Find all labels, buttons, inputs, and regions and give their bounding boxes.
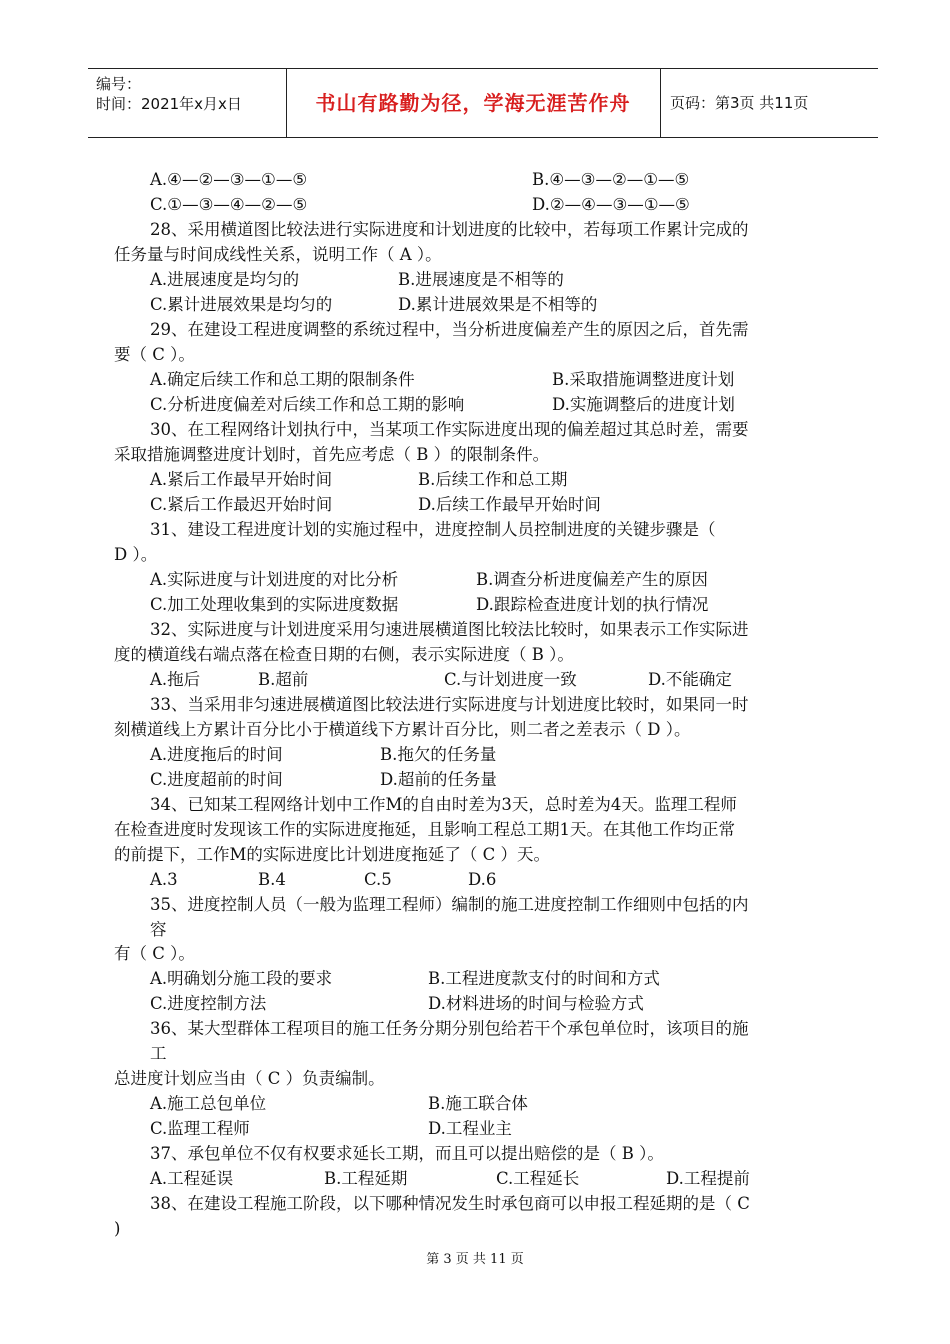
question-text: 工 — [150, 1044, 167, 1063]
code-label: 编号： — [96, 75, 142, 93]
question-continuation: 任务量与时间成线性关系，说明工作（ A ）。 — [114, 245, 442, 264]
question-continuation: 的前提下，工作M的实际进度比计划进度拖延了（ C ）天。 — [114, 845, 551, 864]
question-continuation: 有（ C ）。 — [114, 944, 195, 963]
question-text: 34、已知某工程网络计划中工作M的自由时差为3天，总时差为4天。监理工程师 — [150, 795, 737, 814]
question-continuation: ) — [114, 1219, 121, 1238]
header-page-info: 页码：第3页 共11页 — [670, 94, 809, 112]
answer-option: A.紧后工作最早开始时间 — [150, 470, 333, 489]
answer-option: C.累计进展效果是均匀的 — [150, 295, 333, 314]
answer-option: B.后续工作和总工期 — [418, 470, 568, 489]
answer-option: B.进展速度是不相等的 — [398, 270, 564, 289]
question-text: 35、进度控制人员（一般为监理工程师）编制的施工进度控制工作细则中包括的内 — [150, 895, 749, 914]
question-continuation: 度的横道线右端点落在检查日期的右侧，表示实际进度（ B ）。 — [114, 645, 574, 664]
header-motto: 书山有路勤为径，学海无涯苦作舟 — [286, 69, 661, 137]
answer-option: B.工程延期 — [324, 1169, 408, 1188]
answer-option: A.实际进度与计划进度的对比分析 — [150, 570, 399, 589]
question-text: 38、在建设工程施工阶段，以下哪种情况发生时承包商可以申报工程延期的是（ C — [150, 1194, 750, 1213]
answer-option: A.明确划分施工段的要求 — [150, 969, 333, 988]
answer-option: D.工程提前 — [666, 1169, 750, 1188]
question-text: 32、实际进度与计划进度采用匀速进展横道图比较法比较时，如果表示工作实际进 — [150, 620, 749, 639]
answer-option: C.5 — [364, 870, 392, 889]
answer-option: D.6 — [468, 870, 497, 889]
question-text: 36、某大型群体工程项目的施工任务分期分别包给若干个承包单位时，该项目的施 — [150, 1019, 749, 1038]
answer-option: D.累计进展效果是不相等的 — [398, 295, 598, 314]
answer-option: D.实施调整后的进度计划 — [552, 395, 735, 414]
answer-option: B.超前 — [258, 670, 309, 689]
question-text: 37、承包单位不仅有权要求延长工期，而且可以提出赔偿的是（ B ）。 — [150, 1144, 664, 1163]
question-continuation: 刻横道线上方累计百分比小于横道线下方累计百分比，则二者之差表示（ D ）。 — [114, 720, 691, 739]
header-meta — [88, 69, 287, 137]
question-text: 容 — [150, 920, 167, 939]
question-text: 31、建设工程进度计划的实施过程中，进度控制人员控制进度的关键步骤是（ — [150, 520, 716, 539]
answer-option: C.①—③—④—②—⑤ — [150, 195, 308, 214]
question-continuation: 要（ C ）。 — [114, 345, 195, 364]
answer-option: C.进度超前的时间 — [150, 770, 283, 789]
question-continuation: 总进度计划应当由（ C ）负责编制。 — [114, 1069, 385, 1088]
question-continuation: 在检查进度时发现该工作的实际进度拖延，且影响工程总工期1天。在其他工作均正常 — [114, 820, 735, 839]
answer-option: D.不能确定 — [648, 670, 732, 689]
answer-option: D.材料进场的时间与检验方式 — [428, 994, 644, 1013]
answer-option: C.分析进度偏差对后续工作和总工期的影响 — [150, 395, 465, 414]
answer-option: B.施工联合体 — [428, 1094, 528, 1113]
answer-option: A.确定后续工作和总工期的限制条件 — [150, 370, 415, 389]
answer-option: B.调查分析进度偏差产生的原因 — [476, 570, 708, 589]
answer-option: B.采取措施调整进度计划 — [552, 370, 735, 389]
answer-option: C.工程延长 — [496, 1169, 580, 1188]
answer-option: D.②—④—③—①—⑤ — [532, 195, 690, 214]
answer-option: B.4 — [258, 870, 286, 889]
answer-option: D.跟踪检查进度计划的执行情况 — [476, 595, 709, 614]
answer-option: A.拖后 — [150, 670, 201, 689]
page-header — [88, 68, 878, 138]
question-text: 28、采用横道图比较法进行实际进度和计划进度的比较中，若每项工作累计完成的 — [150, 220, 749, 239]
question-continuation: 采取措施调整进度计划时，首先应考虑（ B ）的限制条件。 — [114, 445, 550, 464]
question-continuation: D ）。 — [114, 545, 158, 564]
question-text: 30、在工程网络计划执行中，当某项工作实际进度出现的偏差超过其总时差，需要 — [150, 420, 749, 439]
answer-option: B.拖欠的任务量 — [380, 745, 497, 764]
answer-option: A.工程延误 — [150, 1169, 234, 1188]
question-text: 33、当采用非匀速进展横道图比较法进行实际进度与计划进度比较时，如果同一时 — [150, 695, 749, 714]
answer-option: A.3 — [150, 870, 178, 889]
answer-option: A.进展速度是均匀的 — [150, 270, 300, 289]
answer-option: A.④—②—③—①—⑤ — [150, 170, 308, 189]
answer-option: D.工程业主 — [428, 1119, 512, 1138]
answer-option: C.加工处理收集到的实际进度数据 — [150, 595, 399, 614]
page-footer: 第 3 页 共 11 页 — [426, 1252, 524, 1267]
answer-option: A.施工总包单位 — [150, 1094, 267, 1113]
answer-option: B.④—③—②—①—⑤ — [532, 170, 690, 189]
answer-option: D.后续工作最早开始时间 — [418, 495, 601, 514]
answer-option: C.监理工程师 — [150, 1119, 250, 1138]
answer-option: B.工程进度款支付的时间和方式 — [428, 969, 660, 988]
answer-option: D.超前的任务量 — [380, 770, 497, 789]
answer-option: C.紧后工作最迟开始时间 — [150, 495, 333, 514]
question-text: 29、在建设工程进度调整的系统过程中，当分析进度偏差产生的原因之后，首先需 — [150, 320, 749, 339]
answer-option: C.进度控制方法 — [150, 994, 267, 1013]
answer-option: A.进度拖后的时间 — [150, 745, 283, 764]
answer-option: C.与计划进度一致 — [444, 670, 577, 689]
time-label: 时间：2021年x月x日 — [96, 95, 242, 113]
